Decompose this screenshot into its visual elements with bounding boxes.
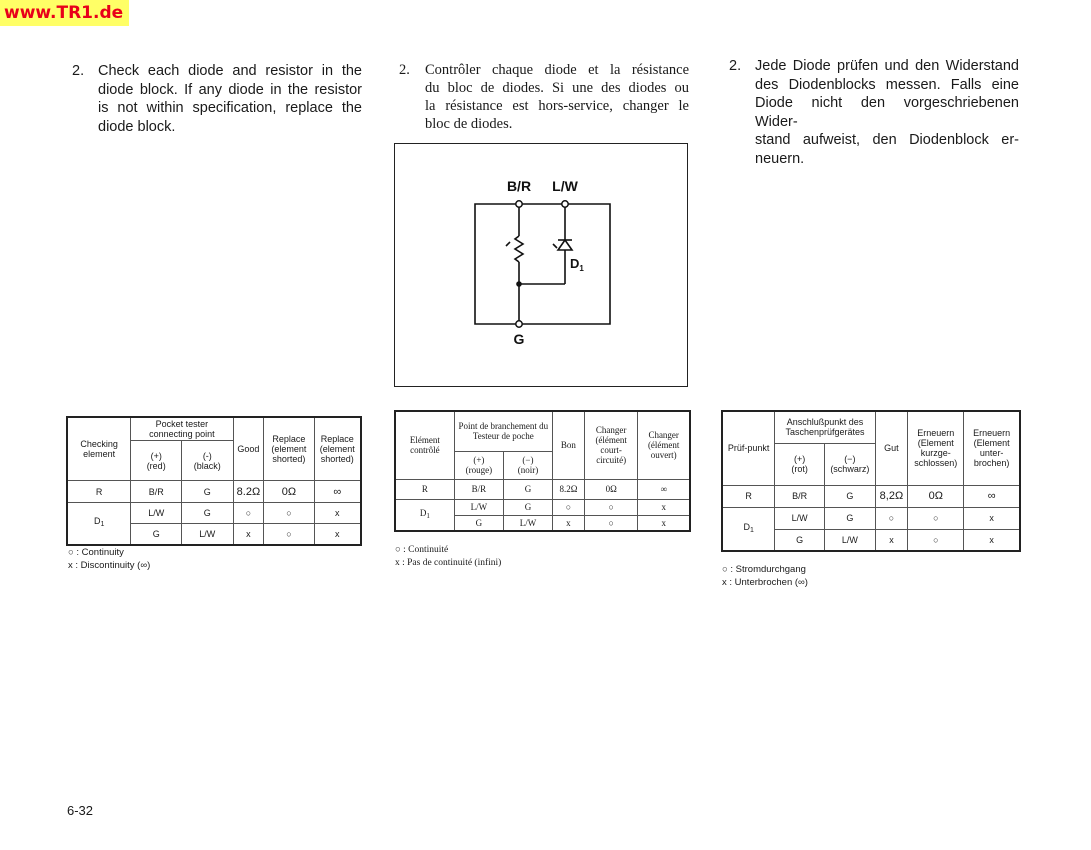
german-legend bbox=[722, 563, 808, 589]
header-replace-open: Replace (element shorted) bbox=[314, 417, 361, 481]
header-plus: (+) (rouge) bbox=[454, 451, 503, 479]
english-line: is not within specification, replace the bbox=[98, 100, 362, 116]
cell-open: ∞ bbox=[314, 481, 361, 503]
cell-element-r: R bbox=[67, 481, 131, 503]
cell-minus: G bbox=[182, 503, 233, 524]
cell-short: ○ bbox=[264, 524, 314, 545]
cell-element-r: R bbox=[722, 485, 775, 507]
circuit-frame-wire bbox=[475, 204, 610, 324]
header-good: Gut bbox=[875, 411, 908, 485]
legend-discontinuity: x : Discontinuity (∞) bbox=[68, 560, 151, 571]
german-step-number: 2. bbox=[729, 58, 742, 74]
cell-good: 8,2Ω bbox=[875, 485, 908, 507]
terminal-br-node bbox=[516, 201, 522, 207]
cell-plus: B/R bbox=[131, 481, 182, 503]
header-plus: (+) (red) bbox=[131, 441, 182, 481]
french-line: bloc de diodes. bbox=[425, 116, 513, 132]
french-check-table bbox=[394, 410, 691, 532]
cell-plus: G bbox=[775, 529, 825, 551]
header-minus: (-) (black) bbox=[182, 441, 233, 481]
header-element-controle: Elément contrôlé bbox=[395, 411, 454, 479]
cell-plus: B/R bbox=[775, 485, 825, 507]
cell-short: ○ bbox=[908, 507, 964, 529]
header-minus: (−) (noir) bbox=[504, 451, 553, 479]
cell-plus: L/W bbox=[131, 503, 182, 524]
german-line: des Diodenblocks messen. Falls eine bbox=[755, 76, 1019, 93]
terminal-br-label: B/R bbox=[506, 178, 532, 194]
header-replace-short: Changer (élément court-circuité) bbox=[584, 411, 637, 479]
german-check-table bbox=[721, 410, 1021, 552]
legend-continuity: ○ : Stromdurchgang bbox=[722, 564, 806, 575]
circuit-schematic bbox=[395, 144, 687, 386]
cell-good: x bbox=[233, 524, 264, 545]
header-replace-open: Erneuern (Element unter-brochen) bbox=[964, 411, 1020, 485]
cell-element-r: R bbox=[395, 479, 454, 499]
legend-continuity: ○ : Continuity bbox=[68, 547, 124, 558]
cell-good: ○ bbox=[233, 503, 264, 524]
diode-triangle bbox=[558, 240, 572, 250]
header-good: Bon bbox=[552, 411, 584, 479]
english-line: diode block. bbox=[98, 118, 176, 135]
german-line: Diode nicht den vorgeschriebenen Wider- bbox=[755, 95, 1019, 130]
cell-short: ○ bbox=[584, 515, 637, 531]
terminal-g-node bbox=[516, 321, 522, 327]
cell-open: x bbox=[638, 499, 690, 515]
cell-plus: L/W bbox=[454, 499, 503, 515]
cell-short: 0Ω bbox=[584, 479, 637, 499]
page-number: 6-32 bbox=[67, 803, 94, 818]
english-line: Check each diode and resistor in the bbox=[98, 63, 362, 79]
legend-continuity: ○ : Continuité bbox=[395, 545, 449, 555]
header-tester: Pocket tester connecting point bbox=[131, 417, 233, 441]
english-line: diode block. If any diode in the resistor bbox=[98, 81, 362, 98]
terminal-g-label: G bbox=[513, 331, 525, 347]
english-legend bbox=[68, 546, 150, 572]
header-replace-short: Erneuern (Element kurzge-schlossen) bbox=[908, 411, 964, 485]
cell-plus: L/W bbox=[775, 507, 825, 529]
header-tester: Point de branchement du Testeur de poche bbox=[454, 411, 552, 451]
english-step-number: 2. bbox=[72, 63, 85, 79]
junction-dot bbox=[516, 281, 522, 287]
cell-open: ∞ bbox=[964, 485, 1020, 507]
header-good: Good bbox=[233, 417, 264, 481]
german-step bbox=[729, 57, 1019, 168]
german-line: neuern. bbox=[755, 150, 805, 167]
cell-good: ○ bbox=[552, 499, 584, 515]
header-replace-short: Replace (element shorted) bbox=[264, 417, 314, 481]
cell-good: x bbox=[552, 515, 584, 531]
cell-good: 8.2Ω bbox=[233, 481, 264, 503]
cell-minus: G bbox=[504, 479, 553, 499]
diode-block-diagram bbox=[394, 143, 688, 387]
cell-good: 8.2Ω bbox=[552, 479, 584, 499]
french-line: du bloc de diodes. Si une des diodes ou bbox=[425, 80, 689, 96]
cell-open: x bbox=[638, 515, 690, 531]
cell-short: 0Ω bbox=[264, 481, 314, 503]
cell-minus: G bbox=[824, 507, 875, 529]
cell-short: ○ bbox=[264, 503, 314, 524]
cell-minus: L/W bbox=[182, 524, 233, 545]
cell-short: 0Ω bbox=[908, 485, 964, 507]
cell-plus: G bbox=[454, 515, 503, 531]
cell-plus: B/R bbox=[454, 479, 503, 499]
watermark: www.TR1.de bbox=[0, 0, 129, 26]
header-tester: Anschlußpunkt des Taschenprüfgerätes bbox=[775, 411, 875, 443]
english-step bbox=[72, 62, 362, 136]
legend-discontinuity: x : Unterbrochen (∞) bbox=[722, 577, 808, 588]
cell-good: x bbox=[875, 529, 908, 551]
diode-label: $D_1$ bbox=[570, 256, 584, 273]
header-checking-element: Checking element bbox=[67, 417, 131, 481]
header-minus: (−) (schwarz) bbox=[824, 443, 875, 485]
cell-short: ○ bbox=[584, 499, 637, 515]
header-replace-open: Changer (élément ouvert) bbox=[638, 411, 690, 479]
cell-open: x bbox=[964, 529, 1020, 551]
french-step bbox=[399, 61, 689, 133]
cell-element-d1: $D_1$ bbox=[67, 503, 131, 545]
cell-open: x bbox=[964, 507, 1020, 529]
cell-element-d1: $D_1$ bbox=[722, 507, 775, 551]
cell-minus: G bbox=[504, 499, 553, 515]
terminal-lw-node bbox=[562, 201, 568, 207]
german-line: Jede Diode prüfen und den Widerstand bbox=[755, 58, 1019, 74]
english-check-table bbox=[66, 416, 362, 546]
terminal-lw-label: L/W bbox=[552, 178, 578, 194]
cell-minus: G bbox=[182, 481, 233, 503]
cell-plus: G bbox=[131, 524, 182, 545]
cell-minus: L/W bbox=[824, 529, 875, 551]
cell-element-d1: $D_1$ bbox=[395, 499, 454, 531]
header-plus: (+) (rot) bbox=[775, 443, 825, 485]
french-legend bbox=[395, 544, 501, 570]
resistor-symbol bbox=[515, 236, 523, 262]
cell-minus: G bbox=[824, 485, 875, 507]
german-line: stand aufweist, den Diodenblock er- bbox=[755, 132, 1019, 148]
french-step-number: 2. bbox=[399, 62, 410, 78]
cell-minus: L/W bbox=[504, 515, 553, 531]
cell-open: x bbox=[314, 503, 361, 524]
cell-open: x bbox=[314, 524, 361, 545]
french-line: Contrôler chaque diode et la résistance bbox=[425, 62, 689, 78]
cell-good: ○ bbox=[875, 507, 908, 529]
cell-open: ∞ bbox=[638, 479, 690, 499]
cell-short: ○ bbox=[908, 529, 964, 551]
french-line: la résistance est hors-service, changer le bbox=[425, 98, 689, 114]
legend-discontinuity: x : Pas de continuité (infini) bbox=[395, 558, 502, 568]
header-pruefpunkt: Prüf-punkt bbox=[722, 411, 775, 485]
